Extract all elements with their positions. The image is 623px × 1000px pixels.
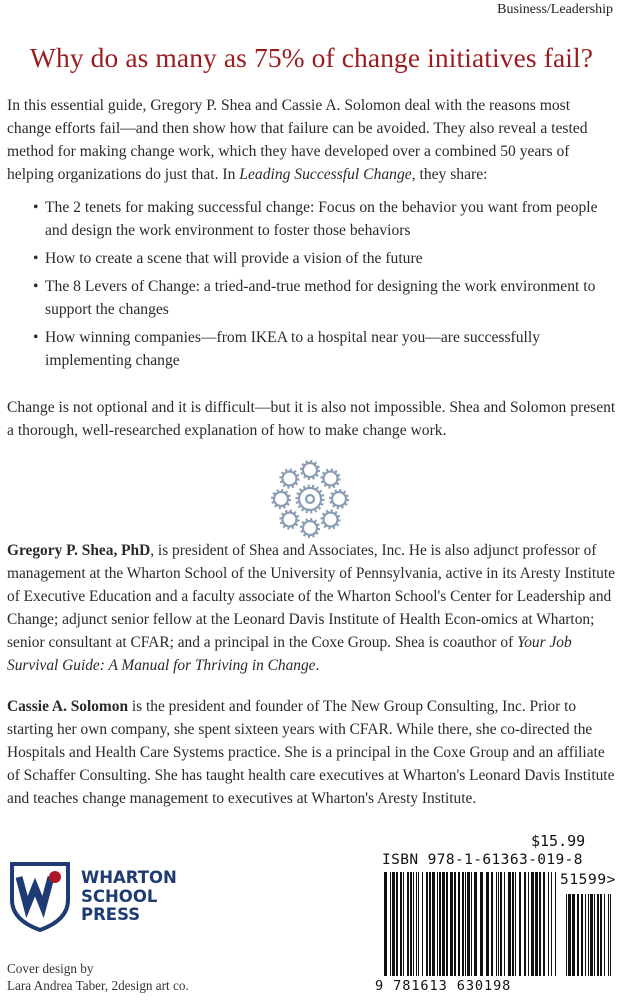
bio-shea-end: .: [315, 657, 320, 674]
author-bio-shea: [7, 539, 615, 677]
barcode-bar: [465, 872, 466, 976]
barcode-bar: [531, 872, 534, 976]
barcode-bar: [528, 872, 529, 976]
barcode-bar: [407, 872, 409, 976]
barcode-bar: [426, 872, 428, 976]
barcode-bar: [422, 872, 423, 976]
gears-ornament-icon: [268, 457, 352, 541]
barcode-bar: [403, 872, 404, 976]
publisher-name-line2: SCHOOL: [81, 886, 158, 906]
barcode-main: [384, 872, 560, 976]
barcode-bar: [551, 872, 552, 976]
barcode-bar: [568, 894, 571, 976]
closing-paragraph: Change is not optional and it is difficult—but it is also not impossible. Shea and Solomon present a thorough, well-researched explanation of how to make change work.: [7, 399, 616, 439]
barcode-bar: [396, 872, 398, 976]
barcode-bar: [413, 872, 414, 976]
barcode-bar: [467, 872, 470, 976]
barcode-bar: [491, 872, 493, 976]
author-name-solomon: Cassie A. Solomon: [7, 698, 129, 715]
publisher-name: [81, 869, 177, 925]
intro-text-before: In this essential guide, Gregory P. Shea and Cassie A. Solomon deal with the reasons most change efforts fail—and then show how that failure can be avoided. They also reveal a tested method for making change work, which they have developed over a combined 50 years of helping organizations do just that. In: [7, 97, 588, 183]
publisher-name-line1: WHARTON: [81, 868, 177, 887]
barcode-bar: [432, 872, 435, 976]
barcode-bar: [555, 872, 556, 976]
barcode-bar: [581, 894, 583, 976]
barcode-bar: [539, 872, 541, 976]
barcode-bar: [410, 872, 412, 976]
intro-book-title: Leading Successful Change: [239, 166, 412, 183]
barcode-bar: [585, 894, 586, 976]
barcode-addon-number: 51599>: [560, 872, 616, 888]
barcode-bar: [515, 872, 516, 976]
barcode-bar: [392, 872, 395, 976]
barcode-addon: [566, 894, 614, 976]
barcode-bar: [572, 894, 575, 976]
barcode-bar: [439, 872, 441, 976]
barcode-bar: [462, 872, 464, 976]
barcode-bar: [429, 872, 431, 976]
cover-credit-line2: Lara Andrea Taber, 2design art co.: [7, 978, 189, 993]
barcode-bar: [442, 872, 445, 976]
barcode-bar: [588, 894, 589, 976]
barcode-bar: [446, 872, 448, 976]
barcode-bar: [577, 894, 579, 976]
isbn-label: ISBN 978-1-61363-019-8: [382, 852, 583, 868]
bullet-list: [33, 196, 608, 377]
barcode-bar: [535, 872, 538, 976]
bio-shea-book: Your Job Survival Guide: A Manual for Thriving in Change: [7, 634, 572, 674]
barcode-bar: [610, 894, 611, 976]
barcode-bar: [418, 872, 419, 976]
cover-credit-line1: Cover design by: [7, 961, 94, 976]
barcode-bar: [471, 872, 472, 976]
bullet-item: • The 2 tenets for making successful change: Focus on the behavior you want from people and design the work environment to foster those behaviors: [33, 196, 608, 242]
barcode-bar: [566, 894, 567, 976]
barcode-bar: [480, 872, 483, 976]
barcode-bar: [458, 872, 460, 976]
barcode-bar: [600, 894, 602, 976]
barcode-bar: [504, 872, 505, 976]
barcode-bar: [454, 872, 456, 976]
intro-paragraph: [7, 94, 612, 186]
headline: Why do as many as 75% of change initiatives fail?: [29, 42, 594, 73]
barcode-bar: [498, 872, 499, 976]
barcode-bar: [390, 872, 391, 976]
barcode-bar: [597, 894, 599, 976]
barcode-bar: [437, 872, 438, 976]
publisher-logo: [8, 860, 177, 930]
author-bio-solomon: [7, 695, 615, 810]
barcode-bar: [608, 894, 609, 976]
barcode-number: 9 781613 630198: [375, 978, 512, 994]
barcode-bar: [496, 872, 497, 976]
wharton-shield-icon: [8, 860, 72, 932]
barcode-bar: [524, 872, 526, 976]
barcode-bar: [486, 872, 489, 976]
barcode-bar: [500, 872, 502, 976]
author-name-shea: Gregory P. Shea, PhD: [7, 542, 151, 559]
barcode-bar: [604, 894, 605, 976]
barcode-bar: [474, 872, 477, 976]
bio-shea-text: , is president of Shea and Associates, Inc. He is also adjunct professor of management at the Wharton School of the University of Pennsylvania, active in its Aresty Institute of Executive Education and a faculty associate of the Wharton School's Center for Leadership and Change; adjunct senior fellow at the Leonard Davis Institute of Health Econ-omics at Wharton; senior consultant at CFAR; and a principal in the Coxe Group. Shea is coauthor of: [7, 542, 615, 651]
bullet-item: • How winning companies—from IKEA to a hospital near you—are successfully implementing change: [33, 326, 608, 372]
category-label: Business/Leadership: [497, 2, 613, 17]
publisher-name-line3: PRESS: [81, 905, 141, 924]
cover-credit: [7, 960, 189, 994]
bullet-item: • The 8 Levers of Change: a tried-and-true method for designing the work environment to support the changes: [33, 275, 608, 321]
barcode-bar: [512, 872, 514, 976]
bio-solomon-text: is the president and founder of The New Group Consulting, Inc. Prior to starting her own company, she spent sixteen years with CFAR. While there, she co-directed the Hospitals and Health Care Systems practice. She is a principal in the Coxe Group and an affiliate of Schaffer Consulting. She has taught health care executives at Wharton's Leonard Davis Institute and teaches change management to executives at Wharton's Aresty Institute.: [7, 698, 615, 807]
barcode-bar: [548, 872, 549, 976]
barcode-bar: [594, 894, 595, 976]
barcode-bar: [400, 872, 402, 976]
bullet-item: • How to create a scene that will provide a vision of the future: [33, 247, 608, 270]
barcode-bar: [384, 872, 387, 976]
barcode-bar: [450, 872, 453, 976]
barcode-bar: [590, 894, 593, 976]
intro-text-after: , they share:: [411, 166, 488, 183]
barcode-bar: [416, 872, 417, 976]
barcode-bar: [543, 872, 545, 976]
barcode-bar: [508, 872, 511, 976]
price-label: $15.99: [531, 832, 586, 850]
barcode-bar: [519, 872, 521, 976]
